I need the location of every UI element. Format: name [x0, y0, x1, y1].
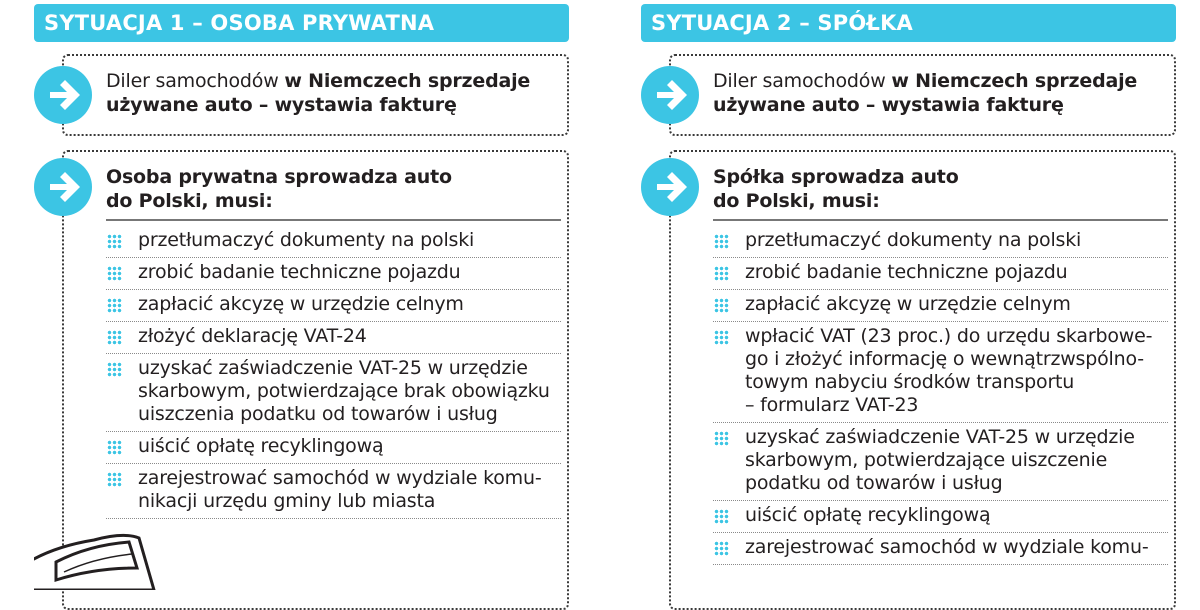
situation-1-requirements-title — [106, 165, 561, 221]
requirement-text-line: skarbowym, potwierdzające uiszczenie — [745, 449, 1108, 471]
dot-grid-bullet-icon — [714, 266, 729, 281]
requirement-text-line: przetłumaczyć dokumenty na polski — [138, 229, 475, 251]
requirement-text-line: zapłacić akcyzę w urzędzie celnym — [745, 293, 1071, 315]
arrow-right-icon — [641, 66, 699, 124]
situation-2-header: SYTUACJA 2 – SPÓŁKA — [641, 4, 1176, 42]
requirement-item — [106, 226, 561, 258]
car-illustration — [34, 510, 184, 590]
arrow-right-icon — [641, 158, 699, 216]
situation-2-requirements-list — [713, 226, 1168, 565]
requirement-item — [713, 533, 1168, 565]
title-line-2: do Polski, musi: — [713, 190, 880, 212]
dot-grid-bullet-icon — [107, 440, 122, 455]
requirement-text-line: uiszczenia podatku od towarów i usług — [138, 403, 498, 425]
situation-2-requirements-title — [713, 165, 1168, 221]
requirement-text-line: uiścić opłatę recyklingową — [138, 435, 384, 457]
requirement-text-line: towym nabyciu środków transportu — [745, 371, 1075, 393]
requirement-text-line: go i złożyć informację o wewnątrzwspólno- — [745, 348, 1144, 370]
dot-grid-bullet-icon — [714, 541, 729, 556]
requirement-item — [713, 226, 1168, 258]
title-line-2: do Polski, musi: — [106, 190, 273, 212]
requirement-text-line: podatku od towarów i usług — [745, 472, 1003, 494]
requirement-text-line: uzyskać zaświadczenie VAT-25 w urzędzie — [138, 357, 528, 379]
situation-1-requirements-list — [106, 226, 561, 519]
invoice-text-bold-1: w Niemczech sprzedaje — [284, 70, 531, 92]
requirement-item — [106, 322, 561, 354]
requirement-item — [106, 290, 561, 322]
dot-grid-bullet-icon — [107, 266, 122, 281]
title-line-1: Osoba prywatna sprowadza auto — [106, 166, 452, 188]
requirement-text-line: – formularz VAT-23 — [745, 394, 919, 416]
dot-grid-bullet-icon — [714, 298, 729, 313]
requirement-text-line: zapłacić akcyzę w urzędzie celnym — [138, 293, 464, 315]
situation-1-invoice-box — [62, 54, 569, 136]
requirement-text-line: zrobić badanie techniczne pojazdu — [745, 261, 1068, 283]
dot-grid-bullet-icon — [714, 431, 729, 446]
requirement-text-line: uiścić opłatę recyklingową — [745, 504, 991, 526]
requirement-text-line: uzyskać zaświadczenie VAT-25 w urzędzie — [745, 426, 1135, 448]
dot-grid-bullet-icon — [107, 234, 122, 249]
dot-grid-bullet-icon — [107, 472, 122, 487]
requirement-text-line: skarbowym, potwierdzające brak obowiązku — [138, 380, 550, 402]
requirement-item — [106, 354, 561, 432]
requirement-item — [106, 432, 561, 464]
requirement-text-line: zarejestrować samochód w wydziale komu- — [745, 536, 1149, 558]
situation-1-header: SYTUACJA 1 – OSOBA PRYWATNA — [34, 4, 569, 42]
requirement-item — [713, 290, 1168, 322]
dot-grid-bullet-icon — [714, 330, 729, 345]
dot-grid-bullet-icon — [107, 298, 122, 313]
requirement-item — [713, 322, 1168, 423]
requirement-text-line: przetłumaczyć dokumenty na polski — [745, 229, 1082, 251]
invoice-text-bold-2: używane auto – wystawia fakturę — [713, 94, 1064, 116]
dot-grid-bullet-icon — [107, 362, 122, 377]
arrow-right-icon — [34, 158, 92, 216]
situation-2-column — [641, 0, 1176, 589]
invoice-text-normal: Diler samochodów — [713, 70, 892, 92]
dot-grid-bullet-icon — [107, 330, 122, 345]
invoice-text-bold-1: w Niemczech sprzedaje — [891, 70, 1138, 92]
requirement-item — [713, 258, 1168, 290]
dot-grid-bullet-icon — [714, 234, 729, 249]
requirement-text-line: zarejestrować samochód w wydziale komu- — [138, 467, 542, 489]
requirement-item — [713, 423, 1168, 501]
requirement-item — [713, 501, 1168, 533]
requirement-text-line: zrobić badanie techniczne pojazdu — [138, 261, 461, 283]
requirement-text-line: nikacji urzędu gminy lub miasta — [138, 490, 436, 512]
situation-1-column — [34, 0, 569, 589]
dot-grid-bullet-icon — [714, 509, 729, 524]
situation-2-requirements-box — [669, 150, 1176, 610]
situation-2-invoice-text — [713, 69, 1137, 117]
requirement-text-line: złożyć deklarację VAT-24 — [138, 325, 367, 347]
requirement-item — [106, 258, 561, 290]
situation-2-invoice-box — [669, 54, 1176, 136]
invoice-text-bold-2: używane auto – wystawia fakturę — [106, 94, 457, 116]
title-line-1: Spółka sprowadza auto — [713, 166, 959, 188]
requirement-text-line: wpłacić VAT (23 proc.) do urzędu skarbowe- — [745, 325, 1153, 347]
arrow-right-icon — [34, 66, 92, 124]
situation-1-invoice-text — [106, 69, 530, 117]
invoice-text-normal: Diler samochodów — [106, 70, 285, 92]
